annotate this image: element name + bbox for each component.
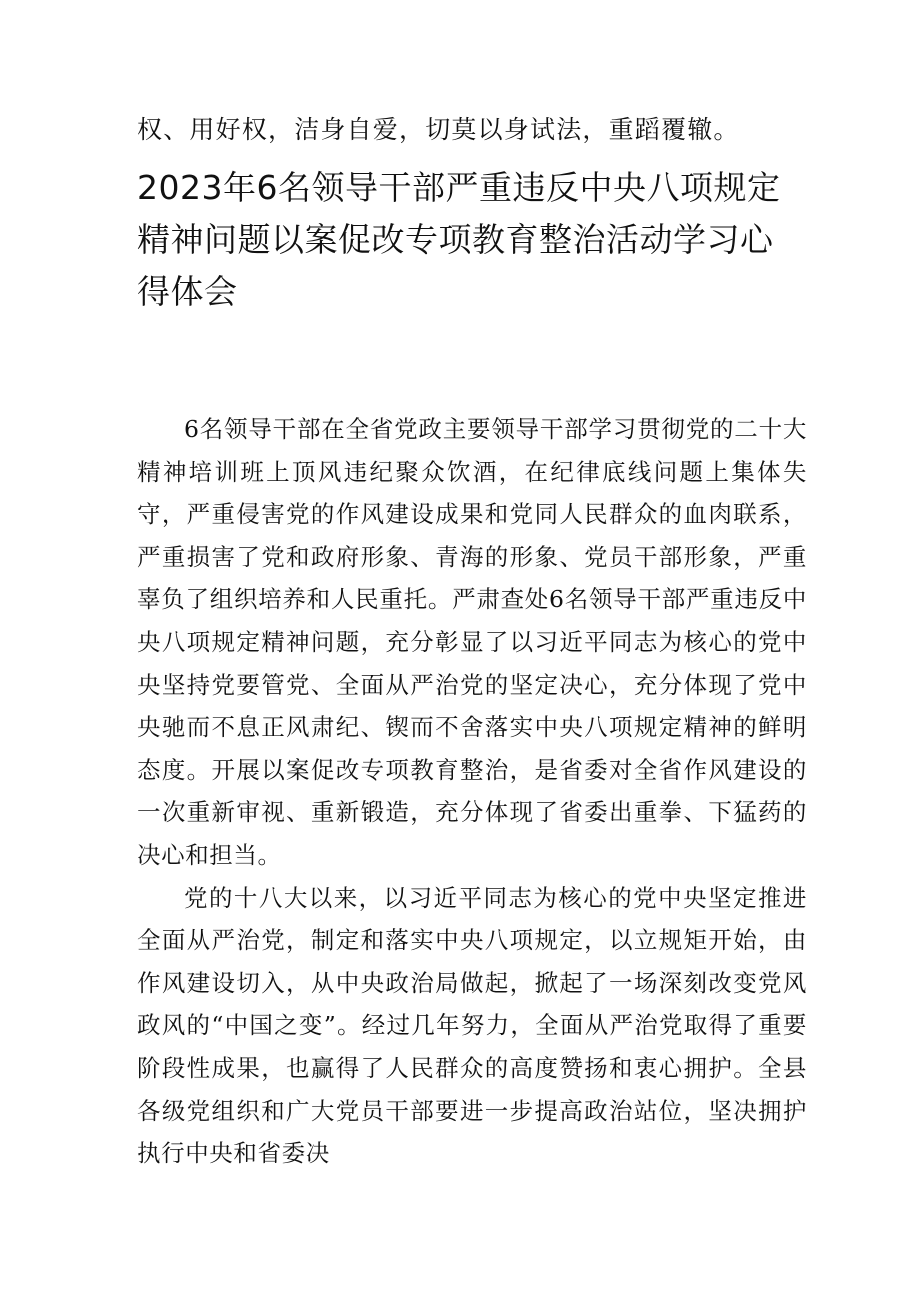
- carry-over-text: 权、用好权，洁身自爱，切莫以身试法，重蹈覆辙。: [137, 115, 740, 144]
- body-paragraph-2: 党的十八大以来，以习近平同志为核心的党中央坚定推进全面从严治党，制定和落实中央八项规定，以立规矩开始，由作风建设切入，从中央政治局做起，掀起了一场深刻改变党风政风的“中国之变”。经过几年努力，全面从严治党取得了重要阶段性成果，也赢得了人民群众的高度赞扬和衷心拥护。全县各级党组织和广大党员干部要进一步提高政治站位，坚决拥护执行中央和省委决: [137, 883, 807, 1168]
- body-paragraph-1: 6名领导干部在全省党政主要领导干部学习贯彻党的二十大精神培训班上顶风违纪聚众饮酒，在纪律底线问题上集体失守，严重侵害党的作风建设成果和党同人民群众的血肉联系，严重损害了党和政府形象、青海的形象、党员干部形象，严重辜负了组织培养和人民重托。严肃查处6名领导干部严重违反中央八项规定精神问题，充分彰显了以习近平同志为核心的党中央坚持党要管党、全面从严治党的坚定决心，充分体现了党中央驰而不息正风肃纪、锲而不舍落实中央八项规定精神的鲜明态度。开展以案促改专项教育整治，是省委对全省作风建设的一次重新审视、重新锻造，充分体现了省委出重拳、下猛药的决心和担当。: [137, 415, 807, 869]
- document-title: 2023年6名领导干部严重违反中央八项规定精神问题以案促改专项教育整治活动学习心得体会: [137, 168, 781, 311]
- document-body: [137, 408, 807, 1175]
